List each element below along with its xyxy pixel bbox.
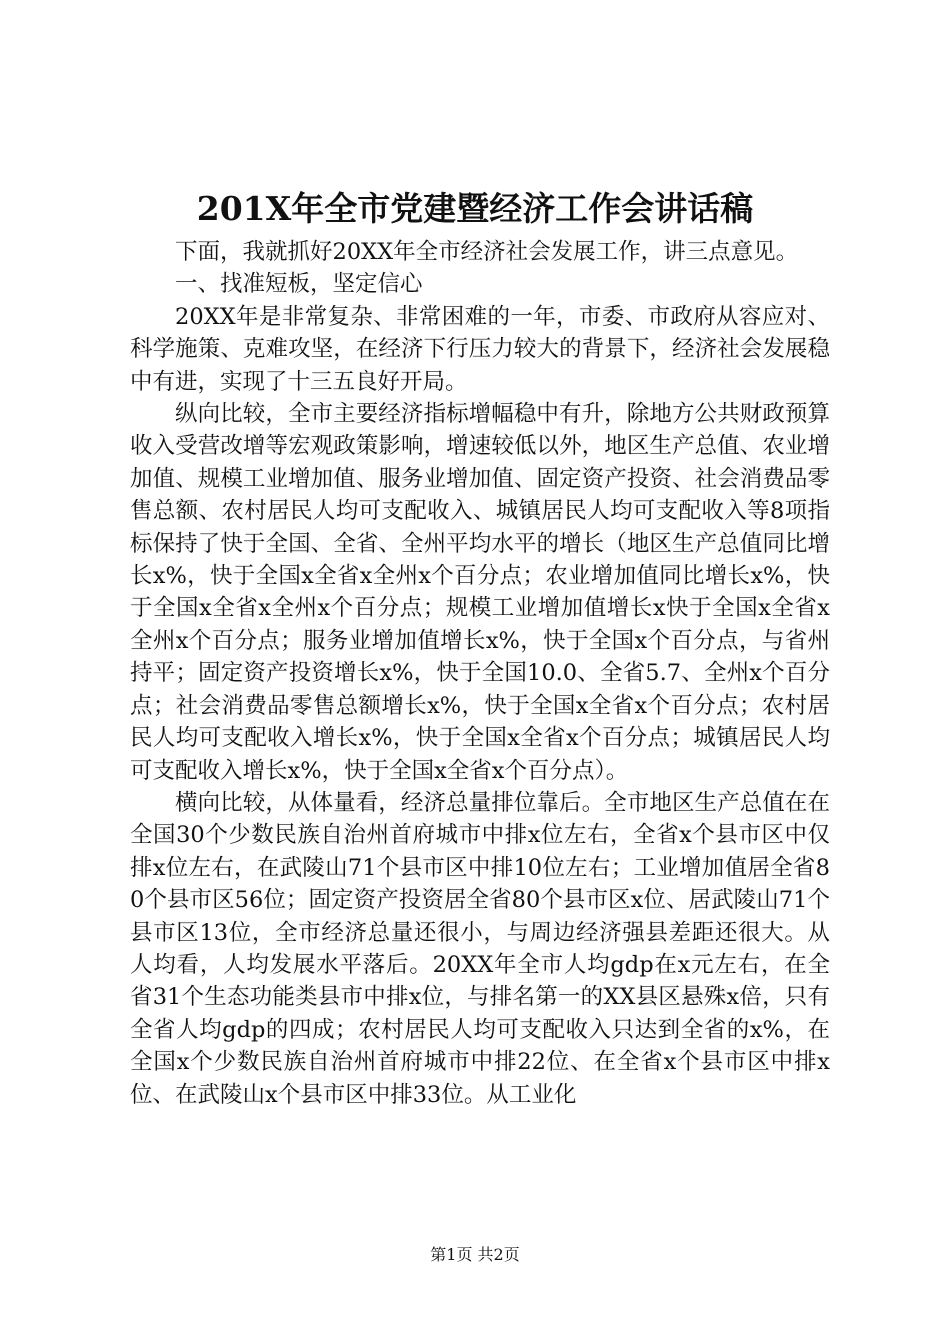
paragraph-vertical-comparison: 纵向比较，全市主要经济指标增幅稳中有升，除地方公共财政预算收入受营改增等宏观政策影响，增速较低以外，地区生产总值、农业增加值、规模工业增加值、服务业增加值、固定资产投资、社会消费品零售总额、农村居民人均可支配收入、城镇居民人均可支配收入等8项指标保持了快于全国、全省、全州平均水平的增长（地区生产总值同比增长x%，快于全国x全省x全州x个百分点；农业增加值同比增长x%，快于全国x全省x全州x个百分点；规模工业增加值增长x快于全国x全省x全州x个百分点；服务业增加值增长x%，快于全国x个百分点，与省州持平；固定资产投资增长x%，快于全国10.0、全省5.7、全州x个百分点；社会消费品零售总额增长x%，快于全国x全省x个百分点；农村居民人均可支配收入增长x%，快于全国x全省x个百分点；城镇居民人均可支配收入增长x%，快于全国x全省x个百分点）。 (130, 401, 830, 784)
paragraph-horizontal-comparison: 横向比较，从体量看，经济总量排位靠后。全市地区生产总值在在全国30个少数民族自治州首府城市中排x位左右，全省x个县市区中仅排x位左右，在武陵山71个县市区中排10位左右；工业增加值居全省80个县市区56位；固定资产投资居全省80个县市区x位、居武陵山71个县市区13位，全市经济总量还很小，与周边经济强县差距还很大。从人均看，人均发展水平落后。20XX年全市人均gdp在x元左右，在全省31个生态功能类县市中排x位，与排名第一的XX县区悬殊x倍，只有全省人均gdp的四成；农村居民人均可支配收入只达到全省的x%，在全国x个少数民族自治州首府城市中排22位、在全省x个县市区中排x位、在武陵山x个县市区中排33位。从工业化 (130, 789, 830, 1108)
paragraph-intro: 下面，我就抓好20XX年全市经济社会发展工作，讲三点意见。 (175, 239, 799, 265)
document-title: 201X年全市党建暨经济工作会讲话稿 (196, 189, 754, 228)
section-heading-1: 一、找准短板，坚定信心 (175, 271, 423, 298)
document-body (130, 236, 830, 1111)
paragraph-overview: 20XX年是非常复杂、非常困难的一年，市委、市政府从容应对、科学施策、克难攻坚，在经济下行压力较大的背景下，经济社会发展稳中有进，实现了十三五良好开局。 (130, 303, 830, 395)
page-number-footer: 第1页 共2页 (430, 1245, 520, 1264)
